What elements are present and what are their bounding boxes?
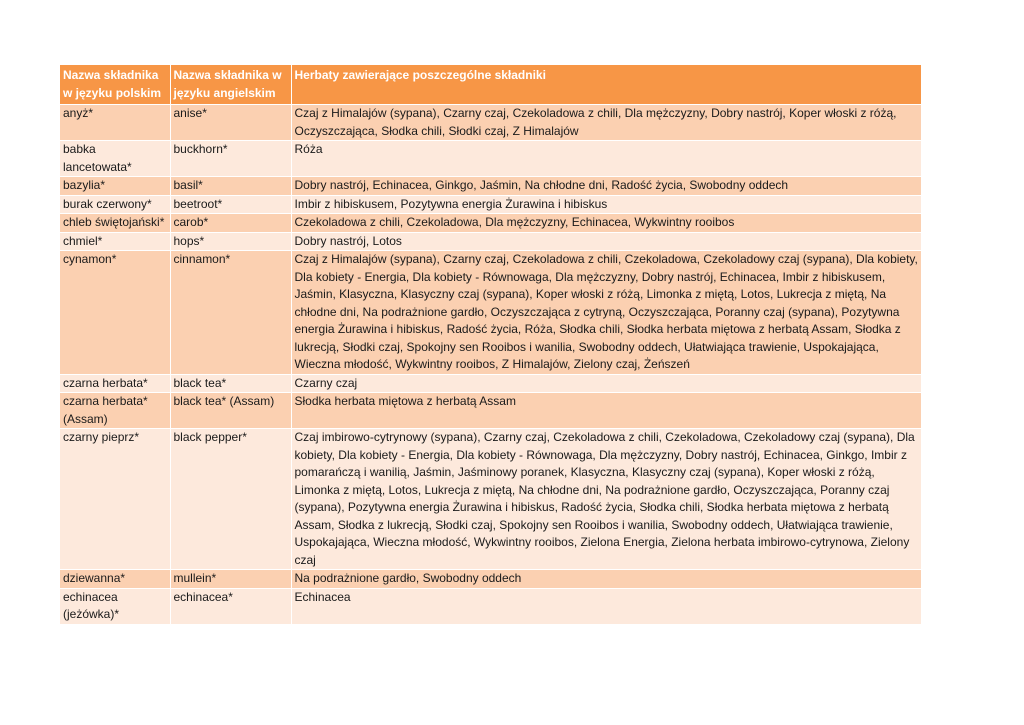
header-teas: Herbaty zawierające poszczególne składniki bbox=[291, 65, 921, 105]
table-row bbox=[60, 251, 921, 375]
cell-polish-name: bazylia* bbox=[60, 177, 170, 196]
cell-english-name: beetroot* bbox=[170, 195, 291, 214]
table-row bbox=[60, 141, 921, 177]
table-row bbox=[60, 214, 921, 233]
table-row bbox=[60, 232, 921, 251]
cell-polish-name: anyż* bbox=[60, 105, 170, 141]
cell-english-name: carob* bbox=[170, 214, 291, 233]
cell-english-name: echinacea* bbox=[170, 588, 291, 624]
cell-teas: Czaj imbirowo-cytrynowy (sypana), Czarny czaj, Czekoladowa z chili, Czekoladowa, Czekoladowy czaj (sypana), Dla kobiety, Dla kobiety - Energia, Dla kobiety - Równowaga, Dla mężczyzny, Dobry nastrój, Echinacea, Ginkgo, Imbir z pomarańczą i wanilią, Jaśmin, Jaśminowy poranek, Klasyczna, Klasyczny czaj (sypana), Koper włoski z różą, Limonka z miętą, Lotos, Lukrecja z miętą, Na chłodne dni, Na podrażnione gardło, Oczyszczająca, Poranny czaj (sypana), Pozytywna energia Żurawina i hibiskus, Radość życia, Słodka chili, Słodka herbata miętowa z herbatą Assam, Słodka z lukrecją, Słodki czaj, Spokojny sen Rooibos i wanilia, Swobodny oddech, Ułatwiająca trawienie, Uspokajająca, Wieczna młodość, Wykwintny rooibos, Zielona Energia, Zielona herbata imbirowo-cytrynowa, Zielony czaj bbox=[291, 429, 921, 570]
ingredients-table bbox=[60, 65, 922, 625]
cell-teas: Czekoladowa z chili, Czekoladowa, Dla mężczyzny, Echinacea, Wykwintny rooibos bbox=[291, 214, 921, 233]
cell-english-name: black pepper* bbox=[170, 429, 291, 570]
table-row bbox=[60, 105, 921, 141]
cell-teas: Słodka herbata miętowa z herbatą Assam bbox=[291, 393, 921, 429]
table-row bbox=[60, 177, 921, 196]
cell-english-name: hops* bbox=[170, 232, 291, 251]
cell-polish-name: czarna herbata* bbox=[60, 374, 170, 393]
table-row bbox=[60, 429, 921, 570]
cell-polish-name: chleb świętojański* bbox=[60, 214, 170, 233]
cell-english-name: black tea* bbox=[170, 374, 291, 393]
cell-teas: Czaj z Himalajów (sypana), Czarny czaj, Czekoladowa z chili, Dla mężczyzny, Dobry nastrój, Koper włoski z różą, Oczyszczająca, Słodka chili, Słodki czaj, Z Himalajów bbox=[291, 105, 921, 141]
cell-teas: Na podrażnione gardło, Swobodny oddech bbox=[291, 570, 921, 589]
cell-teas: Dobry nastrój, Lotos bbox=[291, 232, 921, 251]
table-row bbox=[60, 570, 921, 589]
header-row bbox=[60, 65, 921, 105]
cell-polish-name: cynamon* bbox=[60, 251, 170, 375]
cell-teas: Czarny czaj bbox=[291, 374, 921, 393]
cell-polish-name: babka lancetowata* bbox=[60, 141, 170, 177]
cell-english-name: mullein* bbox=[170, 570, 291, 589]
cell-english-name: buckhorn* bbox=[170, 141, 291, 177]
cell-teas: Czaj z Himalajów (sypana), Czarny czaj, Czekoladowa z chili, Czekoladowa, Czekoladowy czaj (sypana), Dla kobiety, Dla kobiety - Energia, Dla kobiety - Równowaga, Dla mężczyzny, Dobry nastrój, Echinacea, Imbir z hibiskusem, Jaśmin, Klasyczna, Klasyczny czaj (sypana), Koper włoski z różą, Limonka z miętą, Lotos, Lukrecja z miętą, Na chłodne dni, Na podrażnione gardło, Oczyszczająca z cytryną, Oczyszczająca, Poranny czaj (sypana), Pozytywna energia Żurawina i hibiskus, Radość życia, Róża, Słodka chili, Słodka herbata miętowa z herbatą Assam, Słodka z lukrecją, Słodki czaj, Spokojny sen Rooibos i wanilia, Swobodny oddech, Ułatwiająca trawienie, Uspokajająca, Wieczna młodość, Wykwintny rooibos, Z Himalajów, Zielony czaj, Żeńszeń bbox=[291, 251, 921, 375]
cell-polish-name: chmiel* bbox=[60, 232, 170, 251]
table-row bbox=[60, 588, 921, 624]
cell-english-name: anise* bbox=[170, 105, 291, 141]
cell-english-name: basil* bbox=[170, 177, 291, 196]
header-english-name: Nazwa składnika w języku angielskim bbox=[170, 65, 291, 105]
header-polish-name: Nazwa składnika w języku polskim bbox=[60, 65, 170, 105]
cell-polish-name: burak czerwony* bbox=[60, 195, 170, 214]
cell-english-name: cinnamon* bbox=[170, 251, 291, 375]
cell-polish-name: czarny pieprz* bbox=[60, 429, 170, 570]
cell-polish-name: dziewanna* bbox=[60, 570, 170, 589]
cell-polish-name: czarna herbata* (Assam) bbox=[60, 393, 170, 429]
cell-teas: Imbir z hibiskusem, Pozytywna energia Żurawina i hibiskus bbox=[291, 195, 921, 214]
table-row bbox=[60, 393, 921, 429]
cell-teas: Dobry nastrój, Echinacea, Ginkgo, Jaśmin, Na chłodne dni, Radość życia, Swobodny oddech bbox=[291, 177, 921, 196]
table-row bbox=[60, 374, 921, 393]
cell-english-name: black tea* (Assam) bbox=[170, 393, 291, 429]
cell-teas: Róża bbox=[291, 141, 921, 177]
cell-polish-name: echinacea (jeżówka)* bbox=[60, 588, 170, 624]
cell-teas: Echinacea bbox=[291, 588, 921, 624]
table-row bbox=[60, 195, 921, 214]
